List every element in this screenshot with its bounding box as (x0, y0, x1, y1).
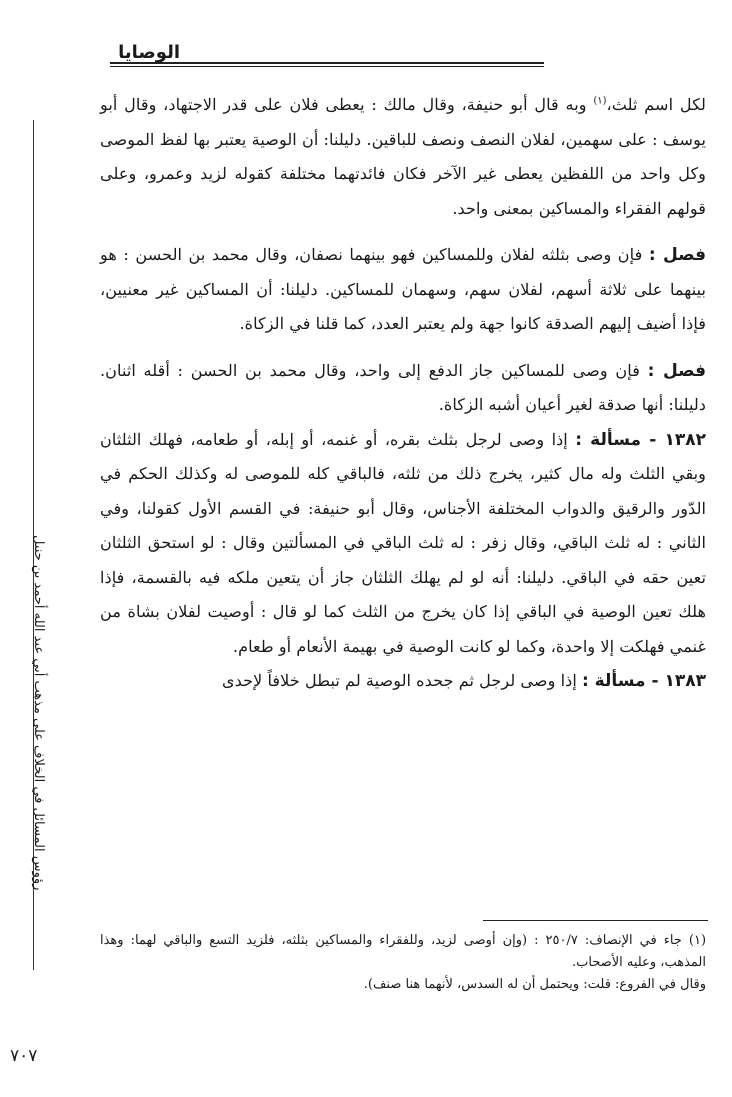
footnote: (١) جاء في الإنصاف: ٢٥٠/٧ : (وإن أوصى لزيد، وللفقراء والمساكين بثلثه، فلزيد التسع والباقي لهما: وهذا المذهب، وعليه الأصحاب. (100, 933, 707, 970)
fasl-heading: فصل : (648, 245, 706, 265)
footnote-divider (483, 920, 708, 921)
masala-1382 (100, 423, 706, 665)
header-divider (110, 62, 544, 67)
masala-text: إذا وصى لرجل ثم جحده الوصية لم تبطل خلافاً لإحدى (221, 671, 582, 690)
fasl-section (100, 238, 706, 342)
footnotes (100, 930, 706, 996)
fasl-text: فإن وصى بثلثه لفلان وللمساكين فهو بينهما نصفان، وقال محمد بن الحسن : هو بينهما على ثلاثة أسهم، لفلان سهم، وسهمان للمساكين. دليلنا: أن المساكين غير معنيين، فإذا أضيف إليهم الصدقة كانوا جهة ولم يعتبر العدد، كما قلنا في الزكاة. (100, 245, 706, 333)
book-title-vertical: رؤوس المسائل في الخلاف على مذهب أبي عبد الله أحمد بن حنبل (31, 534, 46, 890)
fasl-heading: فصل : (647, 360, 707, 381)
fasl-section (100, 354, 706, 423)
main-text (100, 88, 706, 699)
chapter-title: الوصايا (118, 42, 180, 63)
masala-heading: ١٣٨٢ - مسألة : (575, 429, 706, 450)
masala-1383 (100, 664, 706, 699)
fasl-text: فإن وصى للمساكين جاز الدفع إلى واحد، وقال محمد بن الحسن : أقله اثنان. دليلنا: أنها صدقة لغير أعيان أشبه الزكاة. (100, 360, 706, 414)
masala-heading: ١٣٨٣ - مسألة : (581, 671, 706, 691)
paragraph-text: وبه قال أبو حنيفة، وقال مالك : يعطى فلان على قدر الاجتهاد، وقال أبو يوسف : على سهمين، لفلان النصف ونصف للباقين. دليلنا: أن الوصية يعتبر بها لفظ الموصى وكل واحد من اللفظين يعطى غير الآخر فكان فائدتهما مختلفة كقوله لزيد وعمرو، وعلى قولهم الفقراء والمساكين بمعنى واحد. (100, 95, 706, 218)
footnote: وقال في الفروع: قلت: ويحتمل أن له السدس، لأنهما هنا صنف). (363, 977, 706, 992)
footnote-marker: (١) (593, 95, 607, 107)
page-number: ٧٠٧ (10, 1046, 38, 1066)
masala-text: إذا وصى لرجل بثلث بقره، أو غنمه، أو إبله، أو طعامه، فهلك الثلثان وبقي الثلث وله مال كثير، يخرج ذلك من ثلثه، فالباقي كله للموصى له وكذلك الحكم في الدّور والرقيق والدواب المختلفة الأجناس، وقال أبو حنيفة: في القسم الأول كقولنا، وفي الثاني : له ثلث الباقي، وقال زفر : له ثلث الباقي في المسألتين وقال : لو استحق الثلثان تعين حقه في الباقي. دليلنا: أنه لو لم يهلك الثلثان جاز أن يتعين ملكه فيه بالقسمة، فإذا هلك تعين الوصية في الباقي إذا كان يخرج من الثلث كما لو قال : أوصيت لفلان بشاة من غنمي فهلكت إلا واحدة، وكما لو كانت الوصية في بهيمة الأنعام أو طعام. (100, 429, 706, 656)
paragraph-start: لكل اسم ثلث، (606, 95, 706, 114)
paragraph (100, 88, 706, 226)
